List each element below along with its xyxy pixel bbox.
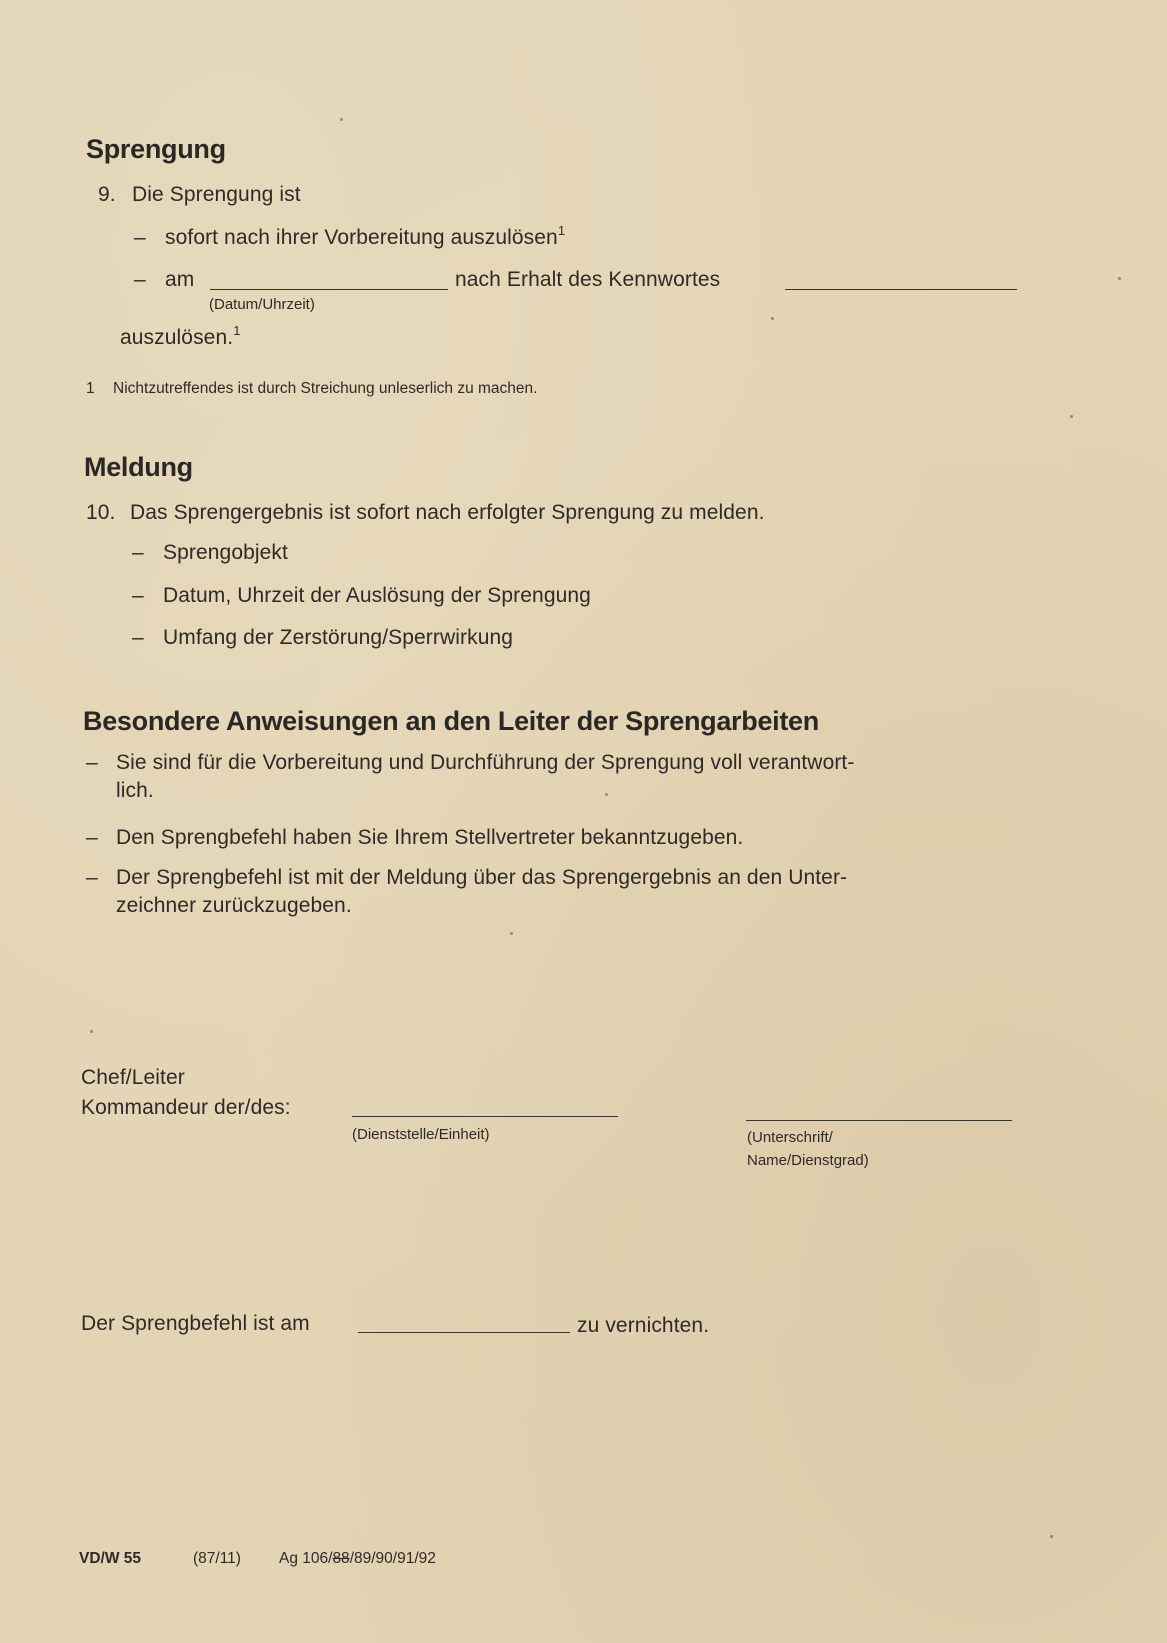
signature-caption-line-1: (Unterschrift/ <box>747 1129 833 1146</box>
instruction-dash: – <box>86 751 98 774</box>
option-2-prefix: am <box>165 268 195 291</box>
paper-speck <box>1118 277 1121 280</box>
instruction-3-line-1: Der Sprengbefehl ist mit der Meldung über das Sprengergebnis an den Unter- <box>116 866 848 889</box>
option-1-footnote-ref: 1 <box>557 223 566 238</box>
heading-meldung: Meldung <box>84 452 193 482</box>
paper-speck <box>1050 1535 1053 1538</box>
codeword-blank-line[interactable] <box>785 289 1017 290</box>
destroy-prefix: Der Sprengbefehl ist am <box>81 1312 310 1335</box>
report-bullet-dash: – <box>132 541 144 564</box>
report-bullet-3: Umfang der Zerstörung/Sperrwirkung <box>163 626 514 649</box>
paper-speck <box>90 1030 93 1033</box>
item-10-text: Das Sprengergebnis ist sofort nach erfolgter Sprengung zu melden. <box>130 501 765 524</box>
report-bullet-dash: – <box>132 584 144 607</box>
item-9-text: Die Sprengung ist <box>132 183 301 206</box>
ag-struck-number: 88 <box>332 1550 350 1567</box>
item-9-number: 9. <box>98 183 116 206</box>
form-edition: (87/11) <box>193 1550 241 1567</box>
signature-caption-line-2: Name/Dienstgrad) <box>747 1152 869 1169</box>
paper-speck <box>1070 415 1073 418</box>
option-1-text: sofort nach ihrer Vorbereitung auszulösen <box>165 226 558 249</box>
destroy-suffix: zu vernichten. <box>577 1314 710 1337</box>
heading-sprengung: Sprengung <box>86 134 226 164</box>
report-bullet-1: Sprengobjekt <box>163 541 288 564</box>
closing-auszuloesen <box>120 323 241 350</box>
signature-label-line-1: Chef/Leiter <box>81 1066 185 1089</box>
ag-prefix: Ag 106/ <box>279 1550 333 1567</box>
instruction-2: Den Sprengbefehl haben Sie Ihrem Stellvertreter bekanntzugeben. <box>116 826 744 849</box>
paper-speck <box>605 793 608 796</box>
signature-blank-line[interactable] <box>746 1120 1012 1121</box>
paper-speck <box>510 932 513 935</box>
date-time-blank-line[interactable] <box>210 289 448 290</box>
instruction-dash: – <box>86 866 98 889</box>
item-10-number: 10. <box>86 501 116 524</box>
paper-speck <box>771 317 774 320</box>
signature-label-line-2: Kommandeur der/des: <box>81 1096 291 1119</box>
option-2-dash: – <box>134 268 146 291</box>
report-bullet-dash: – <box>132 626 144 649</box>
footnote-number: 1 <box>86 380 95 397</box>
form-ag-numbers <box>279 1550 436 1568</box>
instruction-3-line-2: zeichner zurückzugeben. <box>116 894 352 917</box>
paper-speck <box>340 118 343 121</box>
closing-footnote-ref: 1 <box>233 323 241 338</box>
date-time-caption: (Datum/Uhrzeit) <box>209 296 315 313</box>
heading-besondere-anweisungen: Besondere Anweisungen an den Leiter der Sprengarbeiten <box>83 706 819 736</box>
form-id: VD/W 55 <box>79 1550 142 1567</box>
footnote-text: Nichtzutreffendes ist durch Streichung unleserlich zu machen. <box>113 380 538 397</box>
instruction-1-line-2: lich. <box>116 779 154 802</box>
closing-text: auszulösen. <box>120 326 234 349</box>
option-1 <box>165 223 566 250</box>
report-bullet-2: Datum, Uhrzeit der Auslösung der Sprengung <box>163 584 591 607</box>
ag-suffix: /89/90/91/92 <box>349 1550 436 1567</box>
unit-caption: (Dienststelle/Einheit) <box>352 1126 490 1143</box>
destroy-date-blank-line[interactable] <box>358 1332 570 1333</box>
unit-blank-line[interactable] <box>352 1116 618 1117</box>
option-2-mid-text: nach Erhalt des Kennwortes <box>455 268 721 291</box>
instruction-1-line-1: Sie sind für die Vorbereitung und Durchführung der Sprengung voll verantwort- <box>116 751 855 774</box>
instruction-dash: – <box>86 826 98 849</box>
option-1-dash: – <box>134 226 146 249</box>
